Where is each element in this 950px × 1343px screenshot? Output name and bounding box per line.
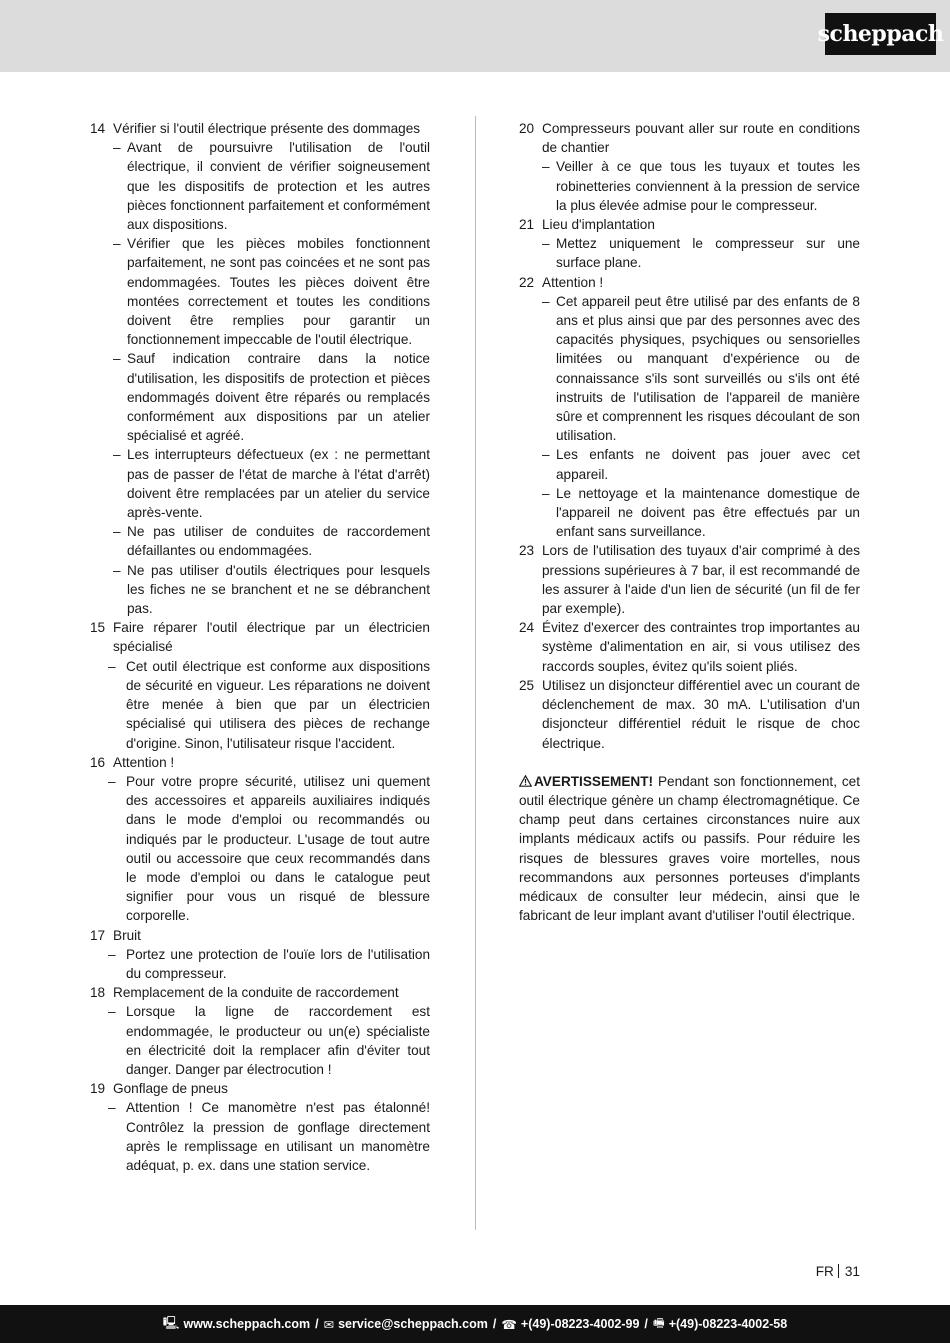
dash-marker: –	[113, 140, 121, 156]
warning-text: Pendant son fonctionnement, cet outil électrique génère un champ électromagnétique. Ce champ peut dans certaines circonstances nuire aux implants médicaux actifs ou passifs. Pour réduire les risques de blessures graves voire mortelles, nous recommandons aux personnes porteuses d'implants médicaux de consulter leur médecin, ainsi que le fabricant de leur implant avant d'utiliser l'outil électrique.	[519, 773, 860, 924]
item-title: Évitez d'exercer des contraintes trop importantes au système d'alimentation en air, si vous utilisez des raccords souples, évitez qu'ils soient pliés.	[542, 620, 860, 674]
mail-icon: ✉	[323, 1317, 335, 1332]
footer-phone[interactable]: +(49)-08223-4002-99	[520, 1317, 640, 1331]
page-number-value: 31	[844, 1264, 860, 1279]
item-number: 16	[90, 754, 106, 770]
item-number: 19	[90, 1081, 106, 1097]
fax-icon: 🖷	[652, 1315, 665, 1330]
bullet-item	[108, 1098, 430, 1175]
right-column	[519, 119, 860, 925]
dash-marker: –	[108, 1100, 116, 1116]
list-item	[519, 676, 860, 753]
header-bar	[0, 0, 950, 72]
item-body	[542, 618, 860, 676]
item-body	[542, 676, 860, 753]
list-item	[90, 1079, 430, 1175]
bullet-item	[542, 234, 860, 272]
bullet-list	[108, 1002, 430, 1079]
item-title: Faire réparer l'outil électrique par un électricien spécialisé	[113, 620, 430, 655]
item-title: Lors de l'utilisation des tuyaux d'air comprimé à des pressions supérieures à 7 bar, il est recommandé de les assurer à l'aide d'un lien de sécurité (un fil de fer par exemple).	[542, 543, 860, 617]
list-item	[90, 926, 430, 984]
bullet-text: Ne pas utiliser de conduites de raccordement défaillantes ou endommagées.	[127, 524, 430, 559]
footer-website[interactable]: www.scheppach.com	[183, 1317, 311, 1331]
item-title: Remplacement de la conduite de raccordement	[113, 985, 399, 1001]
list-item	[90, 119, 430, 618]
bullet-text: Mettez uniquement le compresseur sur une surface plane.	[556, 236, 860, 271]
footer-email[interactable]: service@scheppach.com	[338, 1317, 488, 1331]
bullet-item	[108, 1002, 430, 1079]
bullet-text: Veiller à ce que tous les tuyaux et toutes les robinetteries conviennent à la pression de service la plus élevée admise pour le compresseur.	[556, 159, 860, 213]
bullet-item	[113, 445, 430, 522]
bullet-text: Lorsque la ligne de raccordement est endommagée, le producteur ou un(e) spécialiste en électricité doit la remplacer afin d'éviter tout danger. Danger par électrocution !	[126, 1004, 430, 1077]
item-number: 20	[519, 121, 535, 136]
footer-separator: /	[644, 1317, 648, 1331]
page-number-separator	[838, 1264, 839, 1278]
bullet-item	[113, 138, 430, 234]
dash-marker: –	[113, 562, 121, 578]
bullet-item	[108, 945, 430, 983]
bullet-list	[108, 657, 430, 753]
bullet-item	[542, 292, 860, 446]
dash-marker: –	[108, 658, 116, 674]
bullet-list	[542, 157, 860, 215]
bullet-text: Vérifier que les pièces mobiles fonctionnent parfaitement, ne sont pas coincées et ne sont pas endommagées. Toutes les pièces doivent être montées correctement et toutes les conditions doivent être remplies pour garantir un fonctionnement impeccable de l'outil électrique.	[127, 236, 430, 348]
list-item	[519, 541, 860, 618]
list-item	[90, 753, 430, 926]
footer-separator: /	[315, 1317, 319, 1331]
item-number: 17	[90, 927, 106, 943]
brand-logo: scheppach	[825, 13, 936, 55]
bullet-list	[108, 945, 430, 983]
dash-marker: –	[542, 293, 550, 309]
list-item	[519, 618, 860, 676]
bullet-text: Portez une protection de l'ouïe lors de l'utilisation du compresseur.	[126, 946, 430, 981]
dash-marker: –	[542, 236, 550, 252]
computer-icon: 🖳	[162, 1315, 180, 1330]
item-number: 15	[90, 620, 106, 636]
item-body	[542, 215, 860, 273]
item-title: Vérifier si l'outil électrique présente des dommages	[113, 121, 421, 136]
item-number: 24	[519, 620, 535, 636]
bullet-item	[542, 445, 860, 483]
item-body	[108, 983, 430, 1079]
list-item	[519, 273, 860, 542]
bullet-item	[108, 657, 430, 753]
item-title: Attention !	[113, 754, 175, 770]
item-body	[542, 541, 860, 618]
bullet-text: Les interrupteurs défectueux (ex : ne permettant pas de passer de l'état de marche à l'état d'arrêt) doivent être remplacées par un atelier du service après-vente.	[127, 447, 430, 521]
list-item	[519, 215, 860, 273]
bullet-item	[113, 234, 430, 349]
column-divider	[475, 116, 476, 1230]
bullet-text: Les enfants ne doivent pas jouer avec cet appareil.	[556, 447, 860, 482]
item-body	[113, 119, 430, 618]
bullet-text: Avant de poursuivre l'utilisation de l'outil électrique, il convient de vérifier soigneusement que les dispositifs de protection et les autres pièces fonctionnent parfaitement et conformément aux dispositions.	[127, 140, 430, 233]
item-body	[542, 273, 860, 542]
dash-marker: –	[542, 485, 550, 501]
dash-marker: –	[108, 773, 116, 789]
left-column	[90, 119, 430, 1175]
item-title: Gonflage de pneus	[113, 1081, 228, 1097]
warning-label: AVERTISSEMENT!	[534, 773, 654, 789]
bullet-list	[108, 1098, 430, 1175]
bullet-item	[542, 484, 860, 542]
bullet-list	[542, 292, 860, 542]
item-title: Lieu d'implantation	[542, 217, 655, 233]
page-number	[816, 1264, 860, 1279]
bullet-text: Sauf indication contraire dans la notice d'utilisation, les dispositifs de protection et pièces endommagés doivent être réparés ou remplacés conformément aux dispositions par un atelier spécialisé et agréé.	[127, 351, 430, 444]
item-title: Bruit	[113, 927, 141, 943]
item-number: 22	[519, 274, 535, 290]
dash-marker: –	[113, 447, 121, 463]
item-number: 18	[90, 985, 106, 1001]
list-item	[519, 119, 860, 215]
item-body	[108, 1079, 430, 1175]
bullet-text: Le nettoyage et la maintenance domestique de l'appareil ne doivent pas être effectués par un enfant sans surveillance.	[556, 485, 860, 540]
dash-marker: –	[542, 447, 550, 463]
dash-marker: –	[113, 351, 121, 367]
dash-marker: –	[108, 1004, 116, 1020]
item-title: Utilisez un disjoncteur différentiel avec un courant de déclenchement de max. 30 mA. L'utilisation d'un disjoncteur différentiel réduit le risque de choc électrique.	[542, 677, 860, 751]
footer-separator: /	[492, 1317, 497, 1331]
bullet-text: Ne pas utiliser d'outils électriques pour lesquels les fiches ne se branchent et ne se débranchent pas.	[127, 562, 430, 617]
page-language: FR	[815, 1264, 834, 1279]
item-title: Compresseurs pouvant aller sur route en conditions de chantier	[542, 121, 860, 156]
item-number: 25	[519, 677, 535, 693]
footer-bar	[0, 1305, 950, 1343]
bullet-text: Pour votre propre sécurité, utilisez uni quement des accessoires et appareils auxiliaires indiqués dans le mode d'emploi ou recommandés ou indiqués par le producteur. L'usage de tout autre outil ou accessoire que ceux recommandés dans le mode d'emploi ou dans le catalogue peut signifier pour vous un risqué de blessure corporelle.	[126, 773, 430, 924]
footer-fax[interactable]: +(49)-08223-4002-58	[668, 1317, 788, 1331]
bullet-item	[108, 772, 430, 926]
bullet-list	[542, 234, 860, 272]
bullet-item	[113, 349, 430, 445]
item-body	[108, 926, 430, 984]
bullet-list	[113, 138, 430, 618]
bullet-text: Attention ! Ce manomètre n'est pas étalonné! Contrôlez la pression de gonflage directement après le remplissage en utilisant un manomètre adéquat, p. ex. dans une station service.	[126, 1100, 430, 1173]
warning-paragraph	[519, 772, 860, 926]
dash-marker: –	[108, 946, 116, 962]
bullet-item	[113, 561, 430, 619]
list-item	[90, 618, 430, 752]
dash-marker: –	[542, 159, 550, 175]
bullet-text: Cet appareil peut être utilisé par des enfants de 8 ans et plus ainsi que par des personnes avec des capacités physiques, psychiques ou sensorielles limitées ou manquant d'expérience ou de connaissance s'ils sont surveillés ou s'ils ont été instruits de l'utilisation de l'appareil de manière sûre et comprennent les risques découlant de son utilisation.	[556, 293, 860, 444]
dash-marker: –	[113, 236, 121, 252]
bullet-text: Cet outil électrique est conforme aux dispositions de sécurité en vigueur. Les réparations ne doivent être menée à bien que par un électricien spécialisé qui utilisera des pièces de rechange d'origine. Sinon, l'utilisateur risque l'accident.	[126, 658, 430, 751]
bullet-item	[113, 522, 430, 560]
list-item	[90, 983, 430, 1079]
item-number: 23	[519, 543, 535, 559]
item-title: Attention !	[542, 274, 604, 290]
warning-triangle-icon	[519, 775, 532, 787]
item-body	[108, 753, 430, 926]
phone-icon: ☎	[501, 1317, 517, 1332]
item-number: 14	[90, 121, 106, 136]
item-number: 21	[519, 217, 535, 233]
item-body	[542, 119, 860, 215]
bullet-list	[108, 772, 430, 926]
bullet-item	[542, 157, 860, 215]
item-body	[108, 618, 430, 752]
dash-marker: –	[113, 524, 121, 540]
